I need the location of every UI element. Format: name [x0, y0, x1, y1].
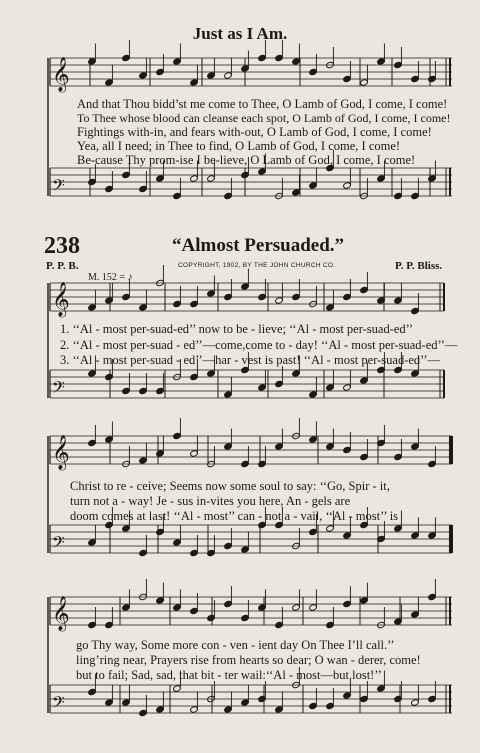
hymn-title: “Almost Persuaded.”	[172, 235, 345, 256]
system2-verse-2: turn not a - way! Je - sus in-vites you here, An - gels are	[70, 494, 351, 508]
tempo-marking: M. 152 = ♪	[88, 272, 133, 283]
system1-verse-1: 1. ‘‘Al - most per-suad-ed’’ now to be - lieve; ‘‘Al - most per-suad-ed’’	[60, 322, 414, 336]
system1-verse-2: 2. ‘‘Al - most per-suad - ed’’—come,come to - day! ‘‘Al - most per-suad-ed’’—	[60, 338, 458, 352]
system3-verse-2: ling’ring near, Prayers rise from hearts so dear; O wan - derer, come!	[76, 653, 421, 667]
bass-clef-icon: 𝄢	[52, 692, 65, 716]
prev-hymn-title: Just as I Am.	[192, 24, 288, 43]
system3-verse-3: but to fail; Sad, sad, that bit - ter wail:‘‘Al - most—but lost!’’	[76, 668, 382, 682]
bass-clef-icon: 𝄢	[52, 175, 65, 199]
composer: P. P. Bliss.	[395, 260, 443, 272]
treble-clef-icon: 𝄞	[52, 282, 70, 317]
system2-verse-1: Christ to re - ceive; Seems now some soul to say: ‘‘Go, Spir - it,	[70, 479, 390, 493]
prev-verse-3: Fightings with-in, and fears with-out, O Lamb of God, I come, I come!	[77, 125, 432, 139]
prev-verse-5: Be-cause Thy prom-ise I be-lieve, O Lamb of God, I come, I come!	[77, 153, 416, 167]
prev-verse-1: And that Thou bidd’st me come to Thee, O Lamb of God, I come, I come!	[77, 97, 448, 111]
system3-verse-1: go Thy way, Some more con - ven - ient day On Thee I’ll call.’’	[76, 638, 395, 652]
system1-verse-3: 3. ‘‘Al - most per-suad - ed’’—har - vest is past! ‘‘Al - most per-suad-ed’’—	[60, 353, 441, 367]
bass-clef-icon: 𝄢	[52, 532, 65, 556]
treble-clef-icon: 𝄞	[52, 435, 70, 470]
copyright: COPYRIGHT, 1902, BY THE JOHN CHURCH CO.	[178, 262, 336, 269]
system2-verse-3: doom comes at last! ‘‘Al - most’’ can - not a - vail, ‘‘Al - most’’ is	[70, 509, 399, 523]
treble-clef-icon: 𝄞	[52, 596, 70, 631]
prev-verse-4: Yea, all I need; in Thee to find, O Lamb of God, I come, I come!	[77, 139, 401, 153]
lyricist: P. P. B.	[46, 260, 79, 272]
hymn-number: 238	[44, 233, 80, 259]
treble-clef-icon: 𝄞	[52, 57, 70, 92]
prev-verse-2: To Thee whose blood can cleanse each spot, O Lamb of God, I come, I come!	[77, 111, 451, 125]
bass-clef-icon: 𝄢	[52, 377, 65, 401]
